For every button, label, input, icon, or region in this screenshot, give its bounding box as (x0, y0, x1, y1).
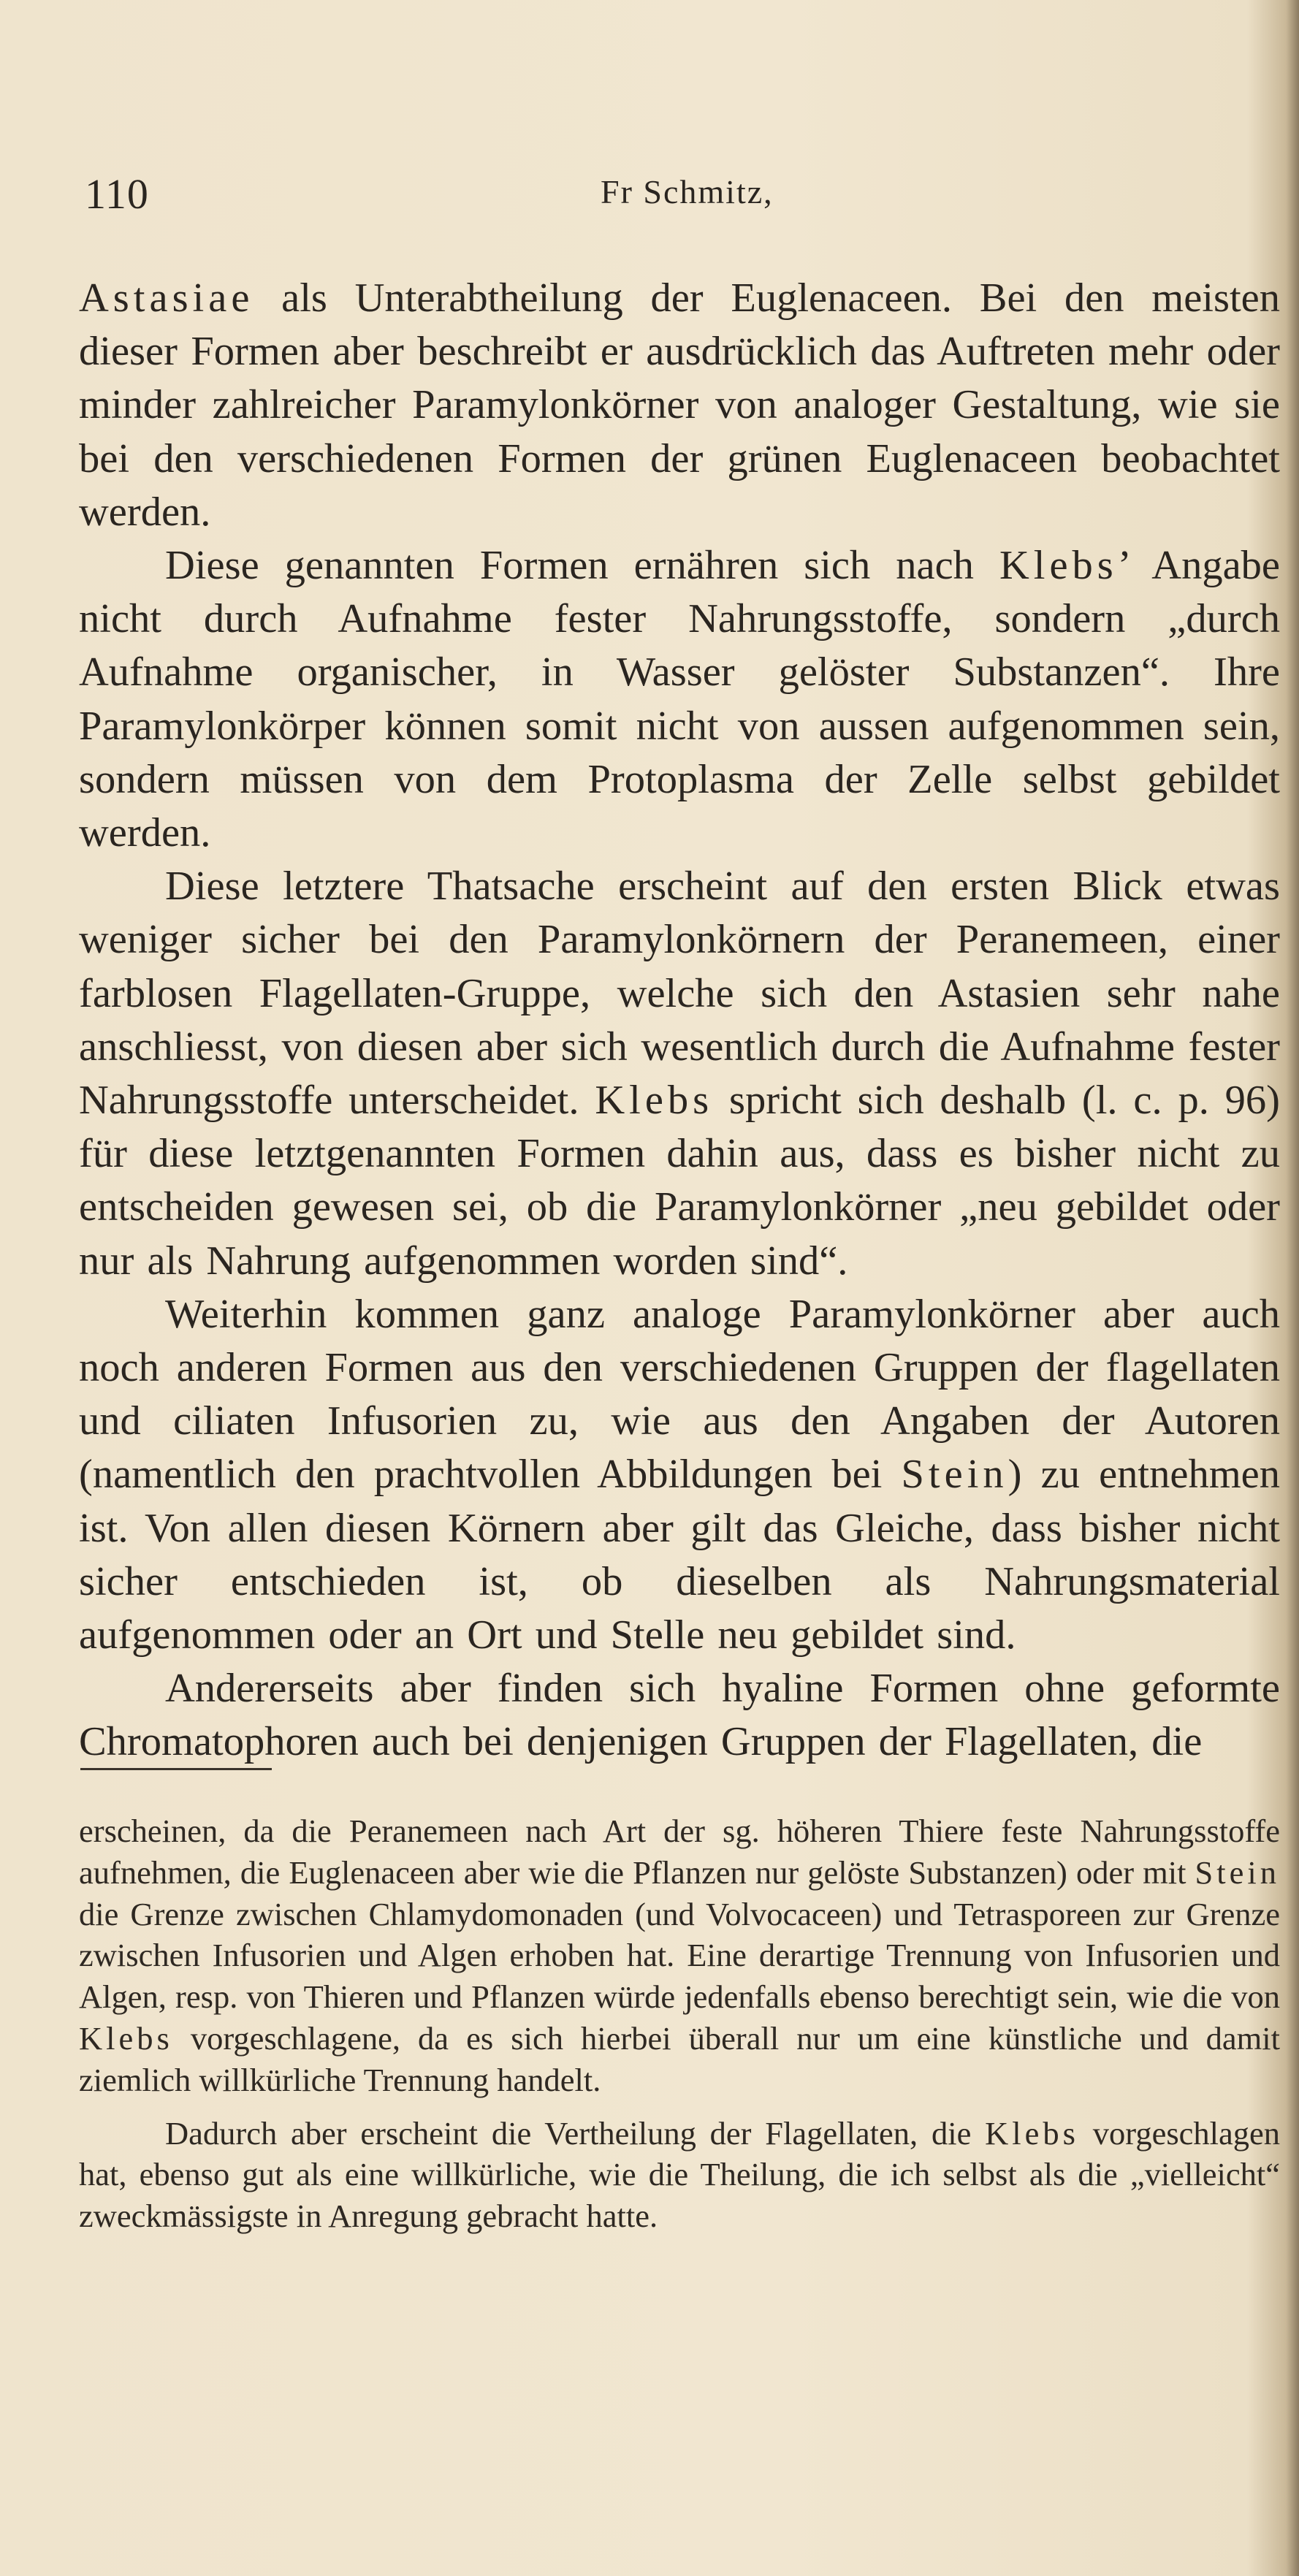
page-number: 110 (85, 170, 149, 218)
paragraph-text: Diese genannten Formen ernähren sich nach (165, 543, 999, 589)
author-name: Klebs (79, 2019, 173, 2057)
paragraph-text: Weiterhin kommen ganz analoge Paramylonkörner aber auch noch anderen Formen aus den verschiedenen Gruppen der flagellaten und ciliaten Infusorien zu, wie aus den Angaben der Autoren (namentlich den prachtvollen Abbildungen bei (79, 1291, 1280, 1498)
paragraph-text: ’ Angabe nicht durch Aufnahme fester Nahrungsstoffe, sondern „durch Aufnahme organischer, in Wasser gelöster Substanzen“. Ihre Paramylonkörper können somit nicht von aussen aufgenommen sein, sondern müssen von dem Protoplasma der Zelle selbst gebildet werden. (79, 543, 1280, 856)
paragraph-3 (79, 860, 1280, 1288)
footnote-text: vorgeschlagen hat, ebenso gut als eine willkürliche, wie die Theilung, die ich selbst als die „vielleicht“ zweckmässigste in Anregung gebracht hatte. (79, 2114, 1281, 2235)
running-head: Fr Schmitz, (601, 173, 774, 210)
author-name: Klebs (985, 2114, 1079, 2152)
footnote-text: vorgeschlagene, da es sich hierbei überall nur um eine künstliche und damit ziemlich willkürliche Trennung handelt. (79, 2019, 1280, 2098)
author-name: Stein (901, 1452, 1008, 1498)
paragraph-4 (79, 1288, 1280, 1662)
footnote-paragraph-2 (79, 2113, 1280, 2237)
author-name: Stein (1195, 1853, 1280, 1891)
paragraph-text: ) zu entnehmen ist. Von allen diesen Körnern aber gilt das Gleiche, dass bisher nicht sicher entschieden ist, ob dieselben als Nahrungsmaterial aufgenommen oder an Ort und Stelle neu gebildet sind. (79, 1452, 1280, 1658)
paragraph-text: spricht sich deshalb (l. c. p. 96) für diese letztgenannten Formen dahin aus, dass es bisher nicht zu entscheiden gewesen sei, ob die Paramylonkörner „neu gebildet oder nur als Nahrung aufgenommen worden sind“. (79, 1078, 1280, 1284)
paragraph-5: Andererseits aber finden sich hyaline Formen ohne geformte Chromatophoren auch bei denjenigen Gruppen der Flagellaten, die (79, 1666, 1280, 1765)
footnote (79, 1810, 1280, 2237)
footnote-paragraph-1 (79, 1810, 1280, 2101)
author-name: Klebs (595, 1078, 714, 1124)
footnote-text: erscheinen, da die Peranemeen nach Art der sg. höheren Thiere feste Nahrungsstoffe aufnehmen, die Euglenaceen aber wie die Pflanzen nur gelöste Substanzen) oder mit (79, 1813, 1280, 1891)
footnote-text: Dadurch aber erscheint die Vertheilung der Flagellaten, die (165, 2114, 986, 2152)
paragraph-text: als Unterabtheilung der Euglenaceen. Bei den meisten dieser Formen aber beschreibt er ausdrücklich das Auftreten mehr oder minder zahlreicher Paramylonkörner von analoger Gestaltung, wie sie bei den verschiedenen Formen der grünen Euglenaceen beobachtet werden. (79, 275, 1280, 535)
paragraph-text: Diese letztere Thatsache erscheint auf den ersten Blick etwas weniger sicher bei den Paramylonkörnern der Peranemeen, einer farblosen Flagellaten-Gruppe, welche sich den Astasien sehr nahe anschliesst, von diesen aber sich wesentlich durch die Aufnahme fester Nahrungsstoffe unterscheidet. (79, 864, 1280, 1124)
author-name: Klebs (999, 543, 1118, 589)
footnote-text: die Grenze zwischen Chlamydomonaden (und Volvocaceen) und Tetrasporeen zur Grenze zwischen Infusorien und Algen erhoben hat. Eine derartige Trennung von Infusorien und Algen, resp. von Thieren und Pflanzen würde jedenfalls ebenso berechtigt sein, wie die von (79, 1895, 1280, 2016)
main-text (79, 272, 1280, 1769)
page-header (85, 169, 1239, 228)
paragraph-1 (79, 272, 1280, 539)
spaced-term: Astasiae (79, 275, 254, 321)
paragraph-2 (79, 539, 1280, 860)
footnote-divider (80, 1768, 272, 1770)
